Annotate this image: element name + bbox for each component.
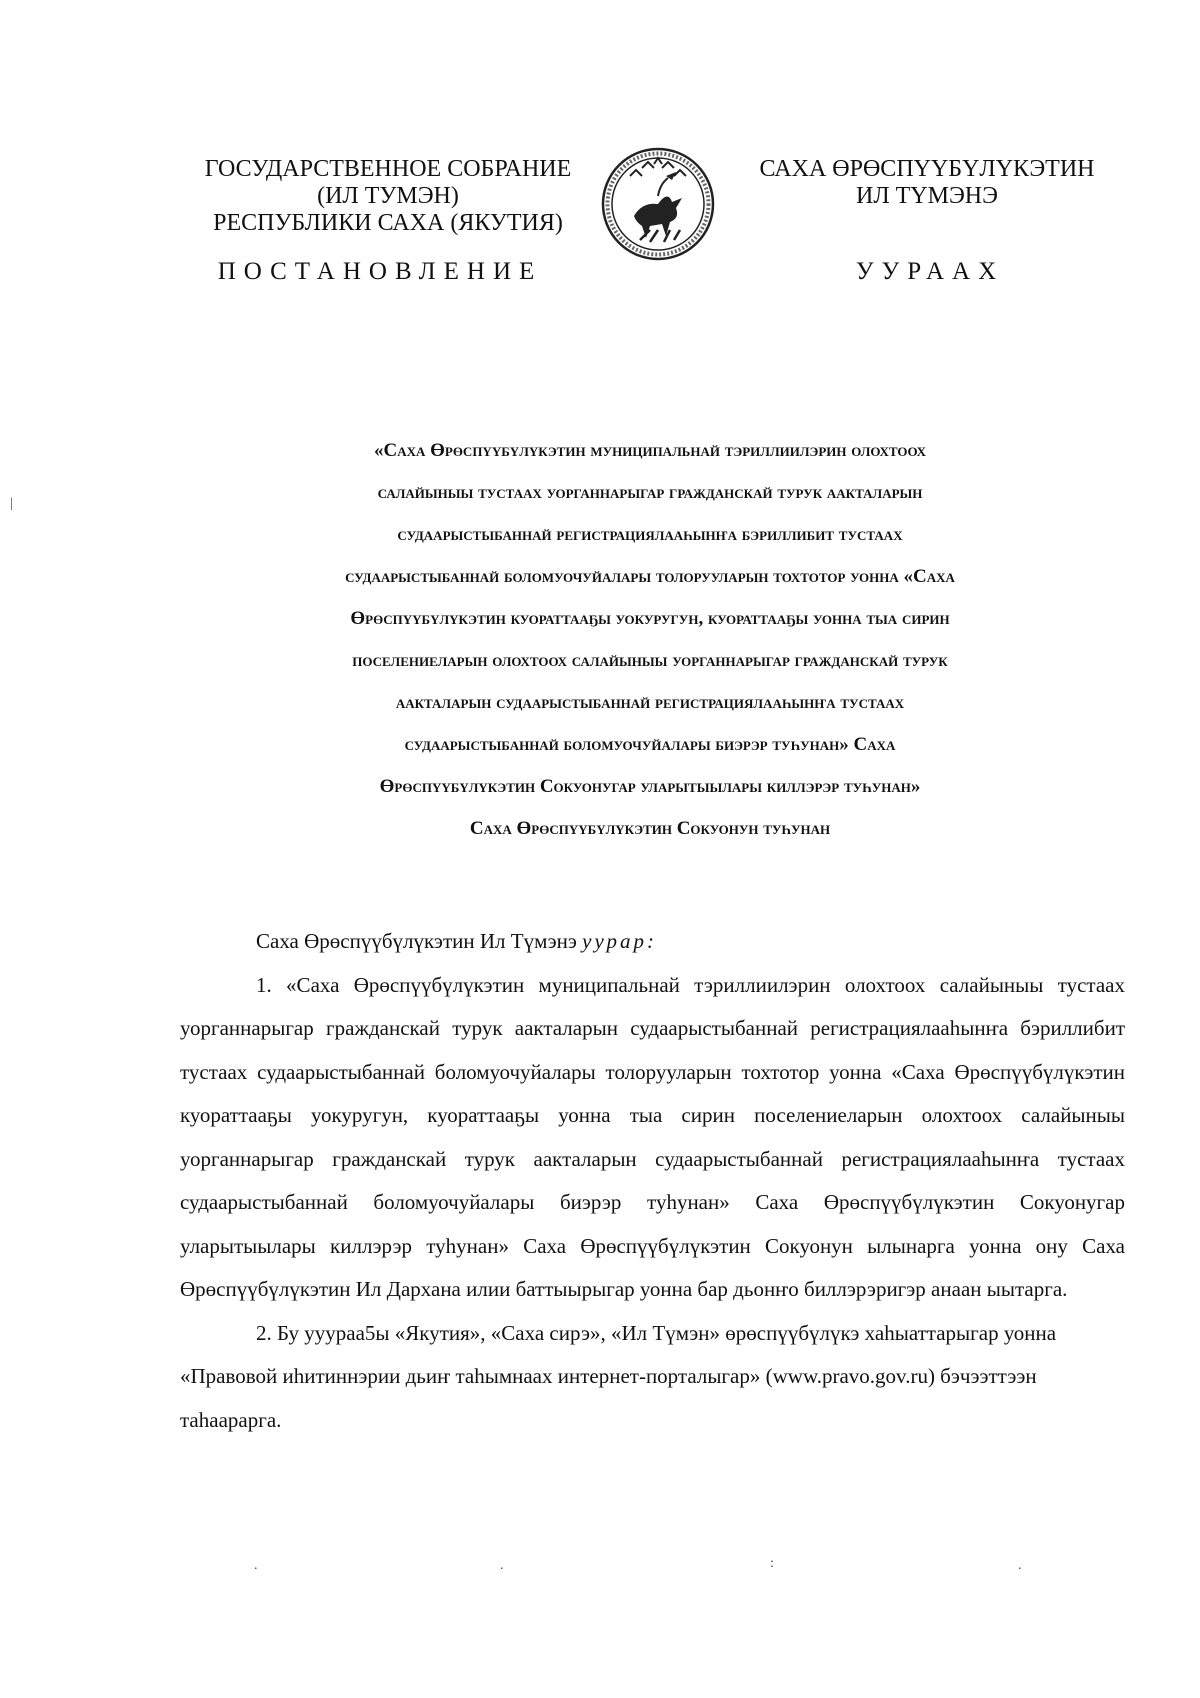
title-line: судаарыстыбаннай боломуочуйалары биэрэр туһунан» Саха (404, 734, 896, 755)
scan-speck: . (500, 1558, 504, 1573)
scan-speck: : (770, 1556, 774, 1571)
document-title (170, 430, 1130, 850)
scan-speck: . (254, 1558, 258, 1573)
document-kind-sakha: УУРААХ (855, 258, 1005, 285)
opening-text: Саха Өрөспүүбүлүкэтин Ил Түмэнэ (256, 929, 577, 953)
title-line: салайыныы тустаах уорганнарыгар гражданскай турук аакталарын (377, 482, 923, 503)
coat-of-arms-emblem-icon (600, 146, 716, 262)
header-right-line-1: САХА ӨРӨСПҮҮБҮЛҮКЭТИН (759, 156, 1095, 182)
paragraph-2: 2. Бу ууураа5ы «Якутия», «Саха сирэ», «Ил Түмэн» өрөспүүбүлүкэ хаһыаттарыгар уонна «Правовой иһитиннэрии дьиҥ таһымнаах интернет-порталыгар» (www.pravo.gov.ru) бэчээттээн таһаарарга. (180, 1320, 1057, 1432)
title-line: Өрөспүүбүлүкэтин куораттааҕы уокуругун, куораттааҕы уонна тыа сирин (350, 608, 950, 629)
title-line: судаарыстыбаннай боломуочуйалары толорууларын тохтотор уонна «Саха (345, 566, 955, 587)
header-left-block (168, 156, 608, 237)
opening-line (180, 920, 1125, 964)
title-line: судаарыстыбаннай регистрациялааһынҥа бэриллибит тустаах (397, 524, 903, 545)
document-kind-russian: ПОСТАНОВЛЕНИЕ (217, 258, 543, 285)
document-body (180, 920, 1125, 1442)
title-line: Өрөспүүбүлүкэтин Сокуонугар уларытыылары киллэрэр туһунан» (379, 776, 921, 797)
header-left-line-3: РЕСПУБЛИКИ САХА (ЯКУТИЯ) (213, 210, 563, 236)
opening-resolve-word: уурар: (582, 929, 657, 953)
title-line: аакталарын судаарыстыбаннай регистрациялааһынҥа тустаах (395, 692, 905, 713)
title-line: «Саха Өрөспүүбүлүкэтин муниципальнай тэриллиилэрин олохтоох (373, 440, 927, 461)
header-right-line-2: ИЛ ТҮМЭНЭ (856, 183, 998, 209)
title-line: поселениеларын олохтоох салайыныы уорганнарыгар гражданскай турук (352, 650, 948, 671)
scan-speck: | (10, 496, 13, 511)
scan-speck: . (1018, 1558, 1022, 1573)
header-right-block (724, 156, 1130, 210)
title-line: Саха Өрөспүүбүлүкэтин Сокуонун туһунан (469, 818, 831, 839)
paragraph-1: 1. «Саха Өрөспүүбүлүкэтин муниципальнай тэриллиилэрин олохтоох салайыныы тустаах уорганнарыгар гражданскай турук аакталарын судаарыстыбаннай регистрациялааһынҥа бэриллибит тустаах судаарыстыбаннай боломуочуйалары толорууларын тохтотор уонна «Саха Өрөспүүбүлүкэтин куораттааҕы уокуругун, куораттааҕы уонна тыа сирин поселениеларын олохтоох салайыныы уорганнарыгар гражданскай турук аакталарын судаарыстыбаннай регистрациялааһынҥа тустаах судаарыстыбаннай боломуочуйалары биэрэр туһунан» Саха Өрөспүүбүлүкэтин Сокуонугар уларытыылары киллэрэр туһунан» Саха Өрөспүүбүлүкэтин Сокуонун ылынарга уонна ону Саха Өрөспүүбүлүкэтин Ил Дархана илии баттыырыгар уонна бар дьонҥо биллэрэригэр анаан ыытарга. (180, 972, 1125, 1301)
header-left-line-1: ГОСУДАРСТВЕННОЕ СОБРАНИЕ (204, 156, 572, 182)
header-left-line-2: (ИЛ ТУМЭН) (317, 183, 459, 209)
